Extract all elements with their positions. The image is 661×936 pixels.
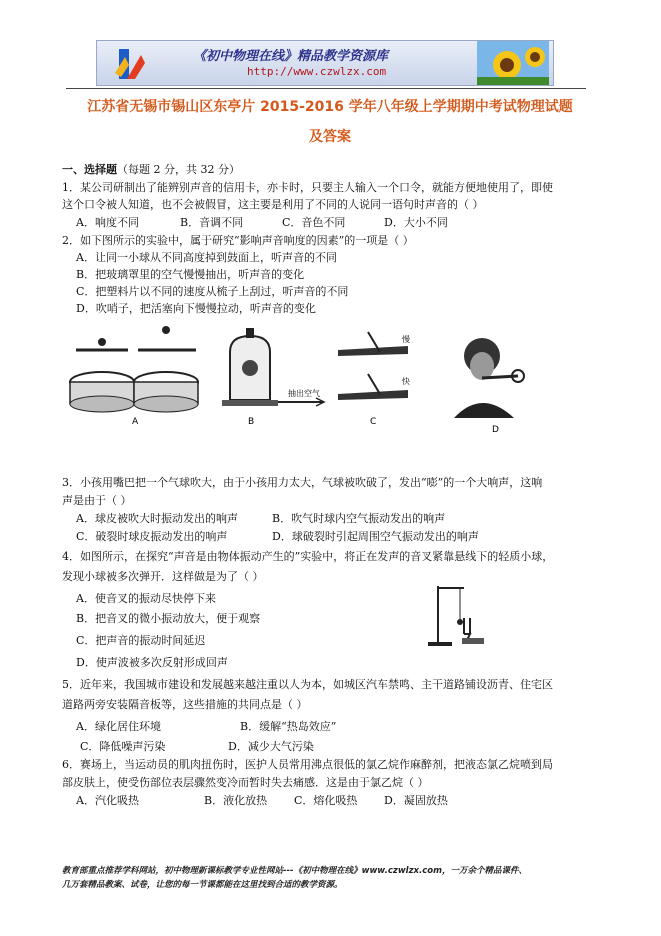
q1-option-c: C．音色不同 (282, 216, 346, 229)
q6-option-b: B．液化放热 (204, 794, 268, 807)
figure-label-b: B (248, 417, 255, 427)
q3-option-a: A．球皮被吹大时振动发出的响声 (76, 512, 238, 525)
q2-option-b: B．把玻璃罩里的空气慢慢抽出，听声音的变化 (76, 268, 305, 281)
figure-d-whistle (454, 338, 524, 418)
q4-figure (424, 580, 494, 650)
figure-c-comb (338, 332, 408, 400)
q3-line1: 3．小孩用嘴巴把一个气球吹大，由于小孩用力太大，气球被吹破了，发出“嘭”的一个大响声，这响 (62, 476, 543, 489)
q3-option-c: C．破裂时球皮振动发出的响声 (76, 530, 228, 543)
banner-title: 《初中物理在线》精品教学资源库 (193, 49, 389, 64)
q4-option-a: A．使音叉的振动尽快停下来 (76, 592, 216, 605)
page-title-line2: 及答案 (309, 129, 351, 145)
footer-line2: 几万套精品教案、试卷，让您的每一节课都能在这里找到合适的教学资源。 (62, 880, 343, 890)
q5-option-a: A．绿化居住环境 (76, 720, 161, 733)
footer-line1: 教育部重点推荐学科网站，初中物理新课标教学专业性网站---《初中物理在线》www.czwlzx.com，一万余个精品课件、 (62, 866, 527, 876)
q1-option-b: B．音调不同 (180, 216, 244, 229)
banner-url[interactable]: http://www.czwlzx.com (247, 65, 387, 78)
sunflower-icon (477, 41, 549, 85)
figure-label-c: C (370, 417, 377, 427)
q4-line1: 4．如图所示，在探究“声音是由物体振动产生的”实验中，将正在发声的音叉紧靠悬线下的轻质小球， (62, 550, 554, 563)
q5-option-b: B．缓解“热岛效应” (240, 720, 337, 733)
q6-line1: 6．赛场上，当运动员的肌肉扭伤时，医护人员常用沸点很低的氯乙烷作麻醉剂，把液态氯乙烷喷到局 (62, 758, 553, 771)
q3-line2: 声是由于（ ） (62, 494, 132, 507)
tuning-fork-apparatus-icon (428, 586, 484, 646)
q2-option-d: D．吹哨子，把活塞向下慢慢拉动，听声音的变化 (76, 302, 316, 315)
figure-c-fast-label: 快 (402, 377, 410, 386)
q5-option-d: D．减少大气污染 (228, 740, 314, 753)
section-note: （每题 2 分，共 32 分） (117, 163, 240, 176)
q2-figure (62, 322, 532, 440)
q5-option-c: C．降低噪声污染 (80, 740, 166, 753)
q3-option-b: B．吹气时球内空气振动发出的响声 (272, 512, 446, 525)
q2-stem: 2．如下图所示的实验中，属于研究“影响声音响度的因素”的一项是（ ） (62, 234, 414, 247)
q1-line1: 1．某公司研制出了能辨别声音的信用卡，亦卡时，只要主人输入一个口令，就能方便地使用了，即使 (62, 181, 553, 194)
page-title: 江苏省无锡市锡山区东亭片 2015-2016 学年八年级上学期期中考试物理试题 (87, 99, 573, 115)
figure-b-label-air: 抽出空气 (288, 389, 320, 398)
q6-option-d: D．凝固放热 (384, 794, 448, 807)
q2-option-a: A．让同一小球从不同高度掉到鼓面上，听声音的不同 (76, 251, 337, 264)
q1-option-a: A．响度不同 (76, 216, 139, 229)
q6-line2: 部皮肤上，使受伤部位表层骤然变冷而暂时失去痛感．这是由于氯乙烷（ ） (62, 776, 429, 789)
figure-c-slow-label: 慢 (402, 335, 410, 344)
q6-option-c: C．熔化吸热 (294, 794, 358, 807)
figure-label-a: A (132, 417, 139, 427)
q4-line2: 发现小球被多次弹开．这样做是为了（ ） (62, 570, 264, 583)
figure-a-drums (70, 326, 198, 412)
figure-label-d: D (492, 425, 499, 435)
q1-option-d: D．大小不同 (384, 216, 448, 229)
q1-line2: 这个口令被人知道，也不会被假冒，这主要是利用了不同的人说同一语句时声音的（ ） (62, 198, 484, 211)
section-heading-row (62, 163, 240, 177)
header-rule (66, 88, 586, 89)
q3-option-d: D．球破裂时引起周围空气振动发出的响声 (272, 530, 479, 543)
header-banner (96, 40, 554, 86)
q4-option-b: B．把音叉的微小振动放大，便于观察 (76, 612, 261, 625)
q6-option-a: A．汽化吸热 (76, 794, 139, 807)
q4-option-c: C．把声音的振动时间延迟 (76, 634, 206, 647)
q5-line2: 道路两旁安装隔音板等，这些措施的共同点是（ ） (62, 698, 308, 711)
q4-option-d: D．使声波被多次反射形成回声 (76, 656, 228, 669)
site-logo-icon (105, 43, 155, 83)
section-heading: 一、选择题 (62, 163, 117, 176)
q2-option-c: C．把塑料片以不同的速度从梳子上刮过，听声音的不同 (76, 285, 349, 298)
q5-line1: 5．近年来，我国城市建设和发展越来越注重以人为本，如城区汽车禁鸣、主干道路铺设沥青、住宅区 (62, 678, 553, 691)
